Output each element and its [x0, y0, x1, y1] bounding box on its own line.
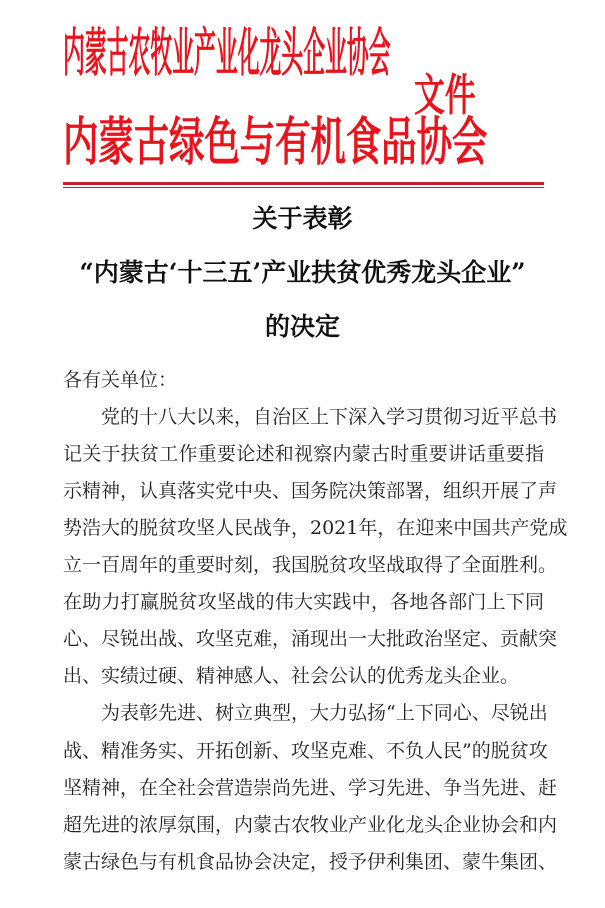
document-title-line2: “内蒙古‘十三五’产业扶贫优秀龙头企业”: [79, 258, 526, 287]
body-line: 战、精准务实、开拓创新、攻坚克难、不负人民”的脱贫攻: [63, 740, 548, 762]
body-line: 示精神，认真落实党中央、国务院决策部署，组织开展了声: [63, 480, 558, 502]
body-line: 记关于扶贫工作重要论述和视察内蒙古时重要讲话重要指: [63, 443, 544, 465]
body-line: 势浩大的脱贫攻坚人民战争，2021年，在迎来中国共产党成: [63, 517, 568, 539]
body-line: 心、尽锐出战、攻坚克难，涌现出一大批政治坚定、贡献突: [63, 628, 558, 650]
document-type-label: 文件: [414, 70, 476, 121]
header-divider-thin: [63, 187, 544, 188]
document-title-line1: 关于表彰: [252, 204, 353, 233]
body-line: 党的十八大以来，自治区上下深入学习贯彻习近平总书: [101, 406, 558, 428]
header-divider-thick: [63, 182, 544, 185]
body-line: 蒙古绿色与有机食品协会决定，授予伊利集团、蒙牛集团、: [63, 851, 558, 873]
body-line: 为表彰先进、树立典型，大力弘扬“上下同心、尽锐出: [101, 702, 548, 724]
body-line: 超先进的浓厚氛围，内蒙古农牧业产业化龙头企业协会和内: [63, 814, 558, 836]
issuer-name-2: 内蒙古绿色与有机食品协会: [63, 113, 488, 173]
body-line: 坚精神，在全社会营造崇尚先进、学习先进、争当先进、赶: [63, 777, 558, 799]
issuer-name-1: 内蒙古农牧业产业化龙头企业协会: [63, 24, 391, 84]
salutation: 各有关单位：: [63, 369, 178, 391]
document-title-line3: 的决定: [264, 312, 340, 341]
body-line: 在助力打赢脱贫攻坚战的伟大实践中，各地各部门上下同: [63, 591, 544, 613]
body-line: 立一百周年的重要时刻，我国脱贫攻坚战取得了全面胜利。: [63, 554, 558, 576]
body-line: 出、实绩过硬、精神感人、社会公认的优秀龙头企业。: [63, 665, 520, 687]
